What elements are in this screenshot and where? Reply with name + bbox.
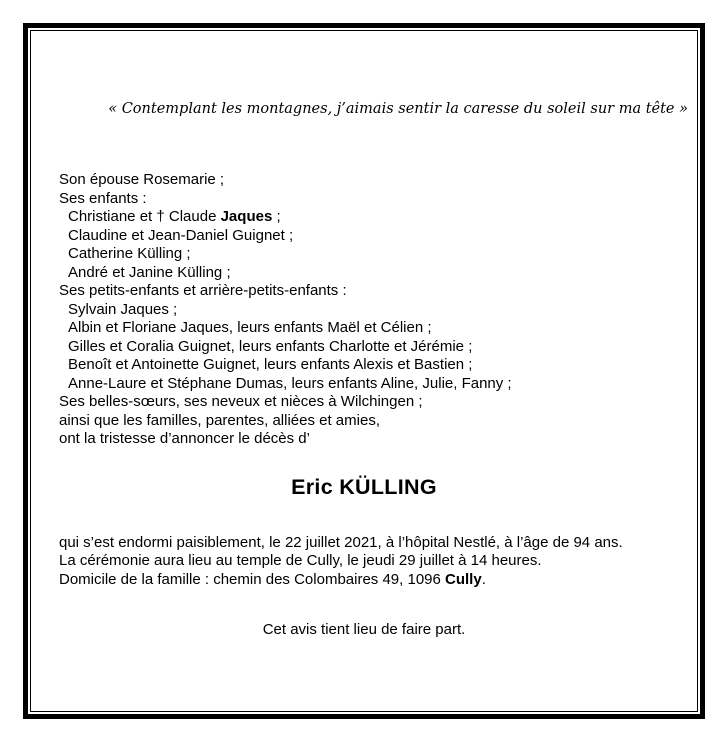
deceased-name: Eric KÜLLING	[291, 474, 437, 499]
text-segment: Benoît et Antoinette Guignet, leurs enfants Alexis et Bastien ;	[68, 356, 473, 373]
text-segment: Son épouse Rosemarie ;	[59, 171, 225, 188]
text-segment: ;	[272, 208, 281, 225]
text-line	[59, 552, 697, 571]
text-line	[59, 282, 697, 301]
text-segment: La cérémonie aura lieu au temple de Cully, le jeudi 29 juillet à 14 heures.	[59, 552, 542, 569]
text-line	[59, 338, 697, 357]
text-segment: Albin et Floriane Jaques, leurs enfants Maël et Célien ;	[68, 319, 432, 336]
text-segment: ont la tristesse d’annoncer le décès d’	[59, 430, 310, 447]
outer-frame	[23, 23, 705, 719]
family-list	[31, 171, 697, 449]
text-segment: Ses belles-sœurs, ses neveux et nièces à Wilchingen ;	[59, 393, 423, 410]
text-segment: Catherine Külling ;	[68, 245, 191, 262]
text-line	[59, 208, 697, 227]
inner-frame	[30, 30, 698, 712]
text-line	[59, 190, 697, 209]
text-line	[59, 264, 697, 283]
text-line	[59, 356, 697, 375]
text-segment: Anne-Laure et Stéphane Dumas, leurs enfants Aline, Julie, Fanny ;	[68, 374, 512, 392]
text-line	[59, 430, 697, 449]
text-line	[59, 534, 697, 553]
text-line	[59, 227, 697, 246]
text-line	[59, 245, 697, 264]
text-line	[59, 319, 697, 338]
text-segment: qui s’est endormi paisiblement, le 22 juillet 2021, à l’hôpital Nestlé, à l’âge de 94 ans.	[59, 533, 623, 551]
bold-text-segment: Jaques	[220, 208, 273, 225]
text-segment: Gilles et Coralia Guignet, leurs enfants Charlotte et Jérémie ;	[68, 337, 473, 355]
text-segment: Claudine et Jean-Daniel Guignet ;	[68, 226, 294, 244]
text-segment: ainsi que les familles, parentes, alliées et amies,	[59, 411, 380, 429]
text-segment: André et Janine Külling ;	[68, 263, 231, 281]
text-segment: Ses enfants :	[59, 189, 147, 207]
text-line	[59, 375, 697, 394]
text-segment: .	[481, 570, 486, 588]
text-line	[59, 412, 697, 431]
epigraph-quote: « Contemplant les montagnes, j’aimais sentir la caresse du soleil sur ma tête »	[108, 101, 688, 117]
text-segment: Domicile de la famille : chemin des Colombaires 49, 1096	[59, 570, 446, 588]
bold-text-segment: Cully	[445, 570, 482, 588]
text-line	[59, 393, 697, 412]
text-line	[59, 171, 697, 190]
text-segment: Christiane et † Claude	[68, 208, 221, 225]
closing-line: Cet avis tient lieu de faire part.	[262, 621, 466, 638]
details-list	[31, 534, 697, 590]
text-line	[59, 301, 697, 320]
text-segment: Ses petits-enfants et arrière-petits-enfants :	[59, 282, 347, 299]
text-segment: Sylvain Jaques ;	[68, 300, 178, 318]
text-line	[59, 571, 697, 590]
